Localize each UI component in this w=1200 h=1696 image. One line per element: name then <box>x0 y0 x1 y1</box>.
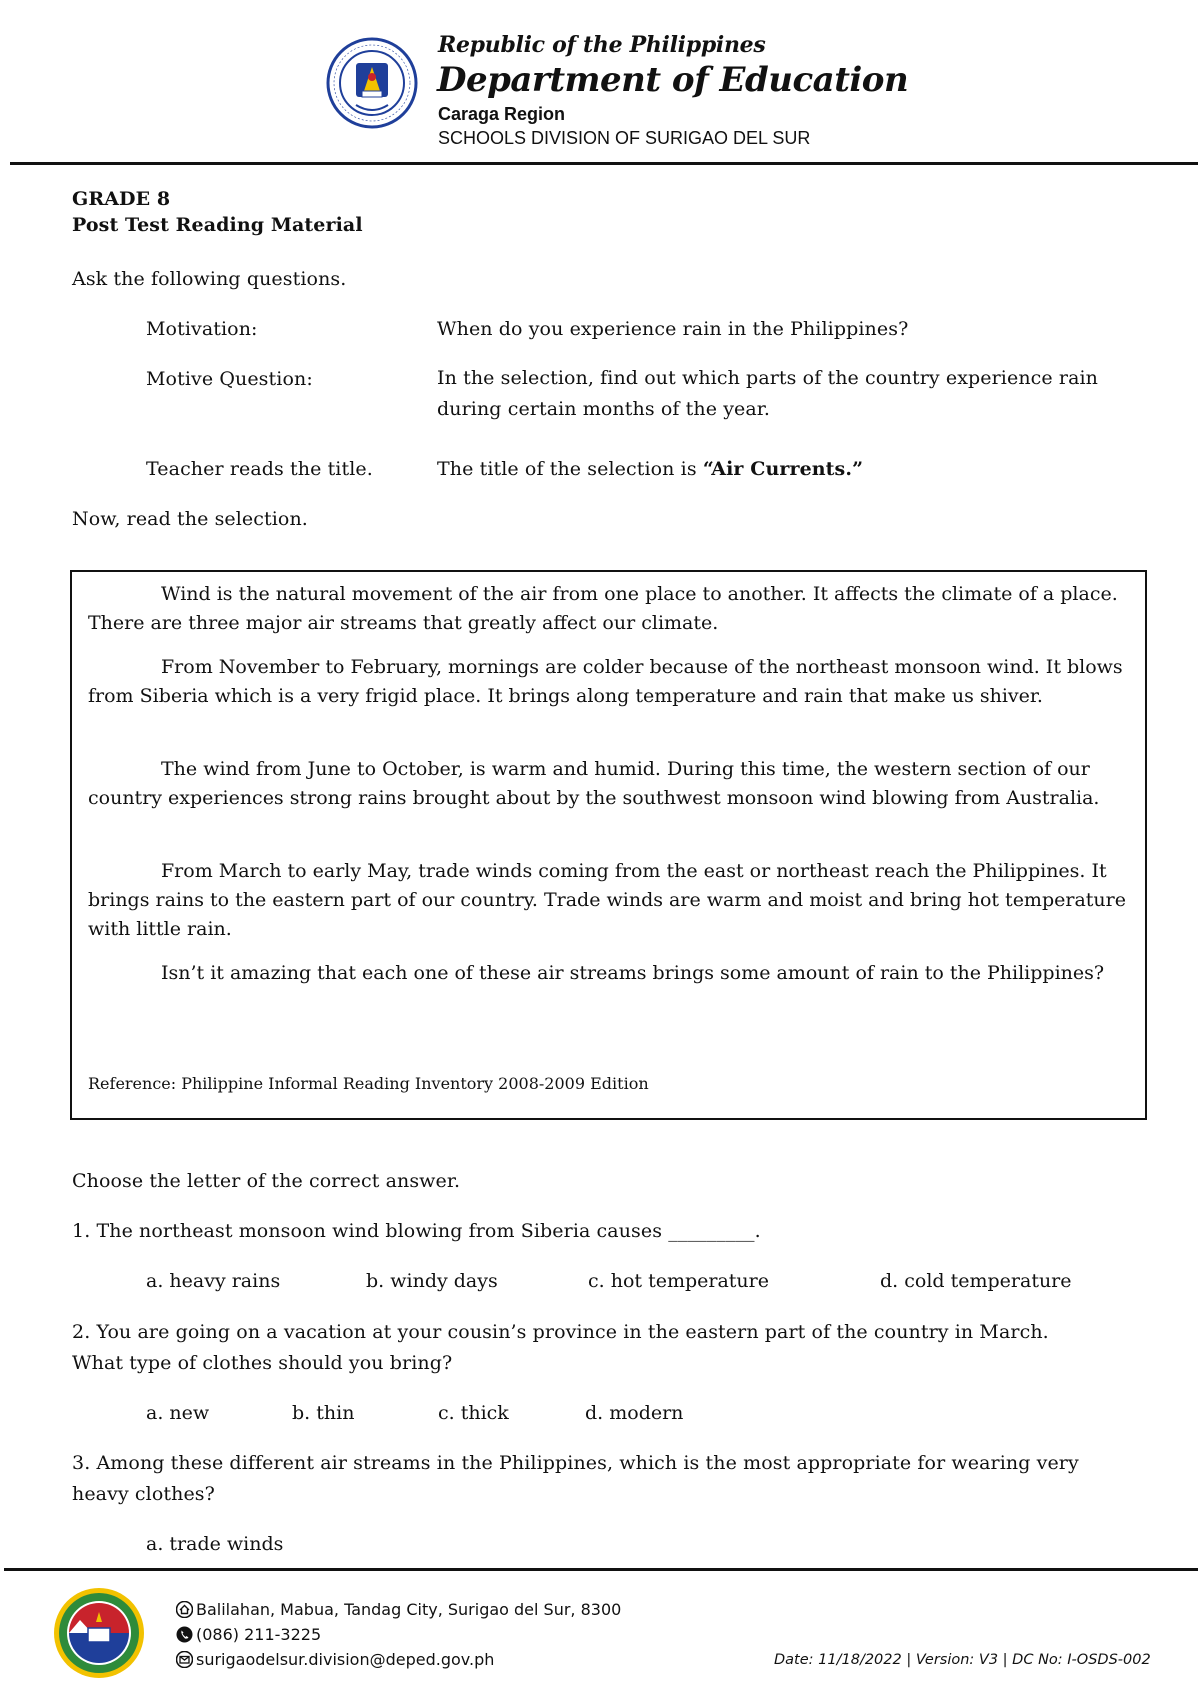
footer-email-line <box>176 1650 494 1669</box>
selection-paragraph: From November to February, mornings are colder because of the northeast monsoon wind. It blows from Siberia which is a very frigid place. It brings along temperature and rain that make us shiver. <box>88 656 1123 707</box>
teacher-reads-label: Teacher reads the title. <box>146 458 373 480</box>
email-icon <box>176 1651 193 1668</box>
question-2-option-a: a. new <box>146 1402 210 1424</box>
now-read-text: Now, read the selection. <box>72 508 308 530</box>
question-1: 1. The northeast monsoon wind blowing from Siberia causes _________. <box>72 1220 761 1242</box>
republic-header: Republic of the Philippines <box>438 32 766 58</box>
question-3: 3. Among these different air streams in the Philippines, which is the most appropriate for wearing very heavy clothes? <box>72 1452 1079 1505</box>
selection-title-line <box>437 458 863 480</box>
phone-icon <box>176 1626 193 1643</box>
region-header: Caraga Region <box>438 104 566 124</box>
footer-email[interactable]: surigaodelsur.division@deped.gov.ph <box>196 1650 495 1669</box>
motive-question-text: In the selection, find out which parts of the country experience rain during certain months of the year. <box>437 367 1099 420</box>
selection-paragraph: Wind is the natural movement of the air from one place to another. It affects the climate of a place. There are three major air streams that greatly affect our climate. <box>88 583 1118 634</box>
question-1-option-a: a. heavy rains <box>146 1270 281 1292</box>
selection-paragraph: The wind from June to October, is warm and humid. During this time, the western section of our country experiences strong rains brought about by the southwest monsoon wind blowing from Australia. <box>88 758 1100 809</box>
division-logo-icon <box>52 1582 147 1684</box>
division-header: SCHOOLS DIVISION OF SURIGAO DEL SUR <box>438 128 811 148</box>
grade-label: GRADE 8 <box>72 188 171 210</box>
document-meta: Date: 11/18/2022 | Version: V3 | DC No: I-OSDS-002 <box>774 1652 1151 1668</box>
quiz-instruction: Choose the letter of the correct answer. <box>72 1170 461 1192</box>
footer-phone: (086) 211-3225 <box>196 1625 322 1644</box>
selection-paragraph: From March to early May, trade winds coming from the east or northeast reach the Philippines. It brings rains to the eastern part of our country. Trade winds are warm and moist and bring hot temperature with little rain. <box>88 860 1126 940</box>
footer-phone-line <box>176 1625 321 1644</box>
question-1-option-c: c. hot temperature <box>588 1270 769 1292</box>
motivation-text: When do you experience rain in the Philippines? <box>437 318 909 340</box>
question-2-option-d: d. modern <box>585 1402 684 1424</box>
department-header: Department of Education <box>437 60 909 100</box>
motive-question-label: Motive Question: <box>146 368 313 390</box>
question-2: 2. You are going on a vacation at your cousin’s province in the eastern part of the country in March. What type of clothes should you bring? <box>72 1321 1049 1374</box>
question-1-option-b: b. windy days <box>366 1270 498 1292</box>
motivation-label: Motivation: <box>146 318 258 340</box>
question-1-option-d: d. cold temperature <box>880 1270 1072 1292</box>
header-divider <box>10 162 1198 165</box>
reference-text: Reference: Philippine Informal Reading Inventory 2008-2009 Edition <box>88 1074 649 1093</box>
footer-divider <box>4 1568 1198 1571</box>
selection-title-prefix: The title of the selection is <box>437 458 703 480</box>
instruction-text: Ask the following questions. <box>72 268 347 290</box>
question-3-option-a: a. trade winds <box>146 1533 284 1555</box>
selection-title: “Air Currents.” <box>702 458 864 480</box>
selection-paragraph: Isn’t it amazing that each one of these air streams brings some amount of rain to the Philippines? <box>161 962 1105 984</box>
question-2-option-b: b. thin <box>292 1402 355 1424</box>
page-title: Post Test Reading Material <box>72 214 363 236</box>
home-icon <box>176 1601 193 1618</box>
question-2-option-c: c. thick <box>438 1402 509 1424</box>
footer-address-line <box>176 1600 621 1619</box>
footer-address: Balilahan, Mabua, Tandag City, Surigao del Sur, 8300 <box>196 1600 622 1619</box>
deped-seal-icon <box>326 33 418 137</box>
